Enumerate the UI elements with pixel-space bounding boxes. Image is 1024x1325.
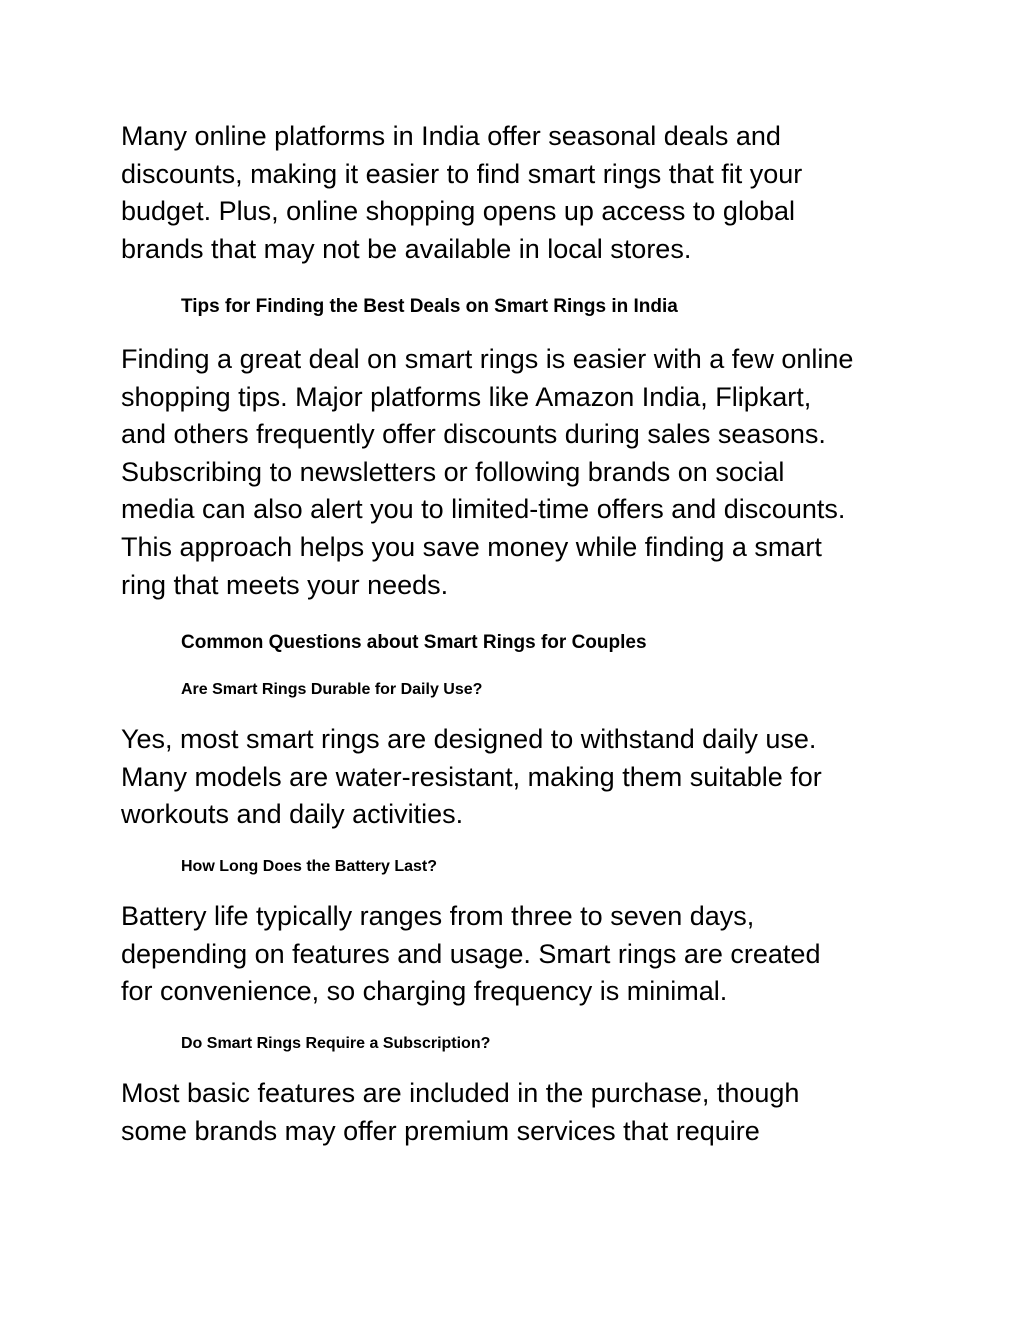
text-line: some brands may offer premium services that require — [121, 1115, 760, 1146]
text-line: Many online platforms in India offer seasonal deals and — [121, 121, 781, 151]
text-line: Battery life typically ranges from three to seven days, — [121, 901, 755, 931]
text-line: Most basic features are included in the purchase, though — [121, 1078, 800, 1108]
faq-heading: Common Questions about Smart Rings for Couples — [181, 632, 647, 653]
question-durable-heading: Are Smart Rings Durable for Daily Use? — [181, 681, 483, 698]
text-line: and others frequently offer discounts during sales seasons. — [121, 419, 826, 450]
text-line: depending on features and usage. Smart rings are created — [121, 938, 821, 969]
text-line: media can also alert you to limited-time offers and discounts. — [121, 494, 846, 525]
text-line: Yes, most smart rings are designed to withstand daily use. — [121, 724, 817, 754]
intro-paragraph — [121, 118, 911, 268]
text-line: This approach helps you save money while finding a smart — [121, 531, 822, 562]
question-battery-heading: How Long Does the Battery Last? — [181, 858, 438, 875]
question-subscription-heading: Do Smart Rings Require a Subscription? — [181, 1035, 491, 1052]
answer-battery-paragraph — [121, 898, 911, 1011]
text-line: workouts and daily activities. — [121, 799, 464, 830]
tips-paragraph — [121, 341, 911, 604]
text-line: Finding a great deal on smart rings is easier with a few online — [121, 344, 854, 374]
text-line: for convenience, so charging frequency is minimal. — [121, 976, 728, 1007]
text-line: Subscribing to newsletters or following brands on social — [121, 456, 785, 487]
text-line: Many models are water-resistant, making them suitable for — [121, 761, 822, 792]
text-line: ring that meets your needs. — [121, 569, 449, 600]
text-line: shopping tips. Major platforms like Amazon India, Flipkart, — [121, 381, 812, 412]
text-line: discounts, making it easier to find smart rings that fit your — [121, 158, 803, 189]
text-line: budget. Plus, online shopping opens up access to global — [121, 196, 795, 227]
tips-heading: Tips for Finding the Best Deals on Smart Rings in India — [181, 296, 678, 317]
answer-subscription-paragraph — [121, 1075, 911, 1150]
text-line: brands that may not be available in local stores. — [121, 233, 692, 264]
answer-durable-paragraph — [121, 721, 911, 834]
